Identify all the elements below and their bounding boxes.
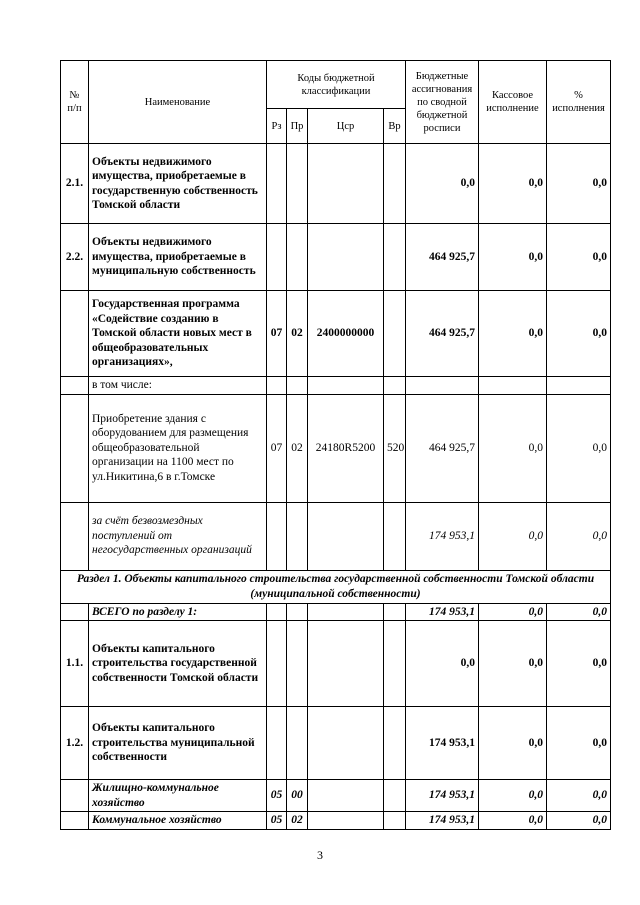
cell-rz: 07 [267, 394, 287, 502]
cell-budget: 0,0 [406, 621, 479, 707]
header-budget: Бюджетные ассигнования по сводной бюджетной росписи [406, 61, 479, 144]
cell-budget: 174 953,1 [406, 780, 479, 812]
cell-rz [267, 707, 287, 780]
cell-cash: 0,0 [479, 621, 547, 707]
cell-cash: 0,0 [479, 707, 547, 780]
cell-vr [384, 621, 406, 707]
cell-pct: 0,0 [547, 621, 611, 707]
cell-cash: 0,0 [479, 502, 547, 570]
cell-pct: 0,0 [547, 812, 611, 830]
cell-cash: 0,0 [479, 812, 547, 830]
cell-vr [384, 502, 406, 570]
cell-pr [287, 621, 308, 707]
section-row [61, 570, 611, 603]
cell-pct: 0,0 [547, 394, 611, 502]
table-row [61, 621, 611, 707]
cell-pct: 0,0 [547, 502, 611, 570]
cell-name: в том числе: [89, 377, 267, 395]
cell-rz [267, 144, 287, 224]
header-rz: Рз [267, 109, 287, 144]
cell-rz: 05 [267, 780, 287, 812]
cell-num [61, 780, 89, 812]
cell-budget: 464 925,7 [406, 291, 479, 377]
cell-budget: 464 925,7 [406, 224, 479, 291]
cell-csr [308, 144, 384, 224]
cell-cash [479, 377, 547, 395]
table-row [61, 707, 611, 780]
section-title: Раздел 1. Объекты капитального строительства государственной собственности Томской области (муниципальной собственности) [61, 570, 611, 603]
cell-vr: 520 [384, 394, 406, 502]
cell-csr [308, 603, 384, 621]
cell-csr: 24180R5200 [308, 394, 384, 502]
cell-csr [308, 377, 384, 395]
page-number: 3 [317, 848, 323, 862]
table-row [61, 144, 611, 224]
cell-name: Объекты капитального строительства государственной собственности Томской области [89, 621, 267, 707]
cell-num: 2.1. [61, 144, 89, 224]
cell-name: Объекты недвижимого имущества, приобретаемые в государственную собственность Томской области [89, 144, 267, 224]
table-row [61, 780, 611, 812]
cell-cash: 0,0 [479, 144, 547, 224]
cell-pct [547, 377, 611, 395]
cell-budget: 174 953,1 [406, 502, 479, 570]
cell-vr [384, 780, 406, 812]
cell-name: за счёт безвозмездных поступлений от негосударственных организаций [89, 502, 267, 570]
cell-pct: 0,0 [547, 707, 611, 780]
cell-pct: 0,0 [547, 291, 611, 377]
header-name: Наименование [89, 61, 267, 144]
cell-csr [308, 707, 384, 780]
cell-name: Объекты недвижимого имущества, приобретаемые в муниципальную собственность [89, 224, 267, 291]
table-row [61, 502, 611, 570]
cell-rz [267, 621, 287, 707]
cell-num: 2.2. [61, 224, 89, 291]
header-pr: Пр [287, 109, 308, 144]
cell-vr [384, 603, 406, 621]
cell-name: ВСЕГО по разделу 1: [89, 603, 267, 621]
cell-name: Государственная программа «Содействие созданию в Томской области новых мест в общеобразовательных организациях», [89, 291, 267, 377]
cell-csr [308, 224, 384, 291]
cell-csr [308, 621, 384, 707]
cell-budget [406, 377, 479, 395]
cell-budget: 174 953,1 [406, 812, 479, 830]
cell-vr [384, 291, 406, 377]
header-codes: Коды бюджетной классификации [267, 61, 406, 109]
cell-pct: 0,0 [547, 603, 611, 621]
cell-pct: 0,0 [547, 224, 611, 291]
cell-pr [287, 603, 308, 621]
cell-pr: 02 [287, 394, 308, 502]
cell-vr [384, 707, 406, 780]
header-vr: Вр [384, 109, 406, 144]
cell-rz [267, 603, 287, 621]
cell-pr [287, 707, 308, 780]
cell-csr [308, 812, 384, 830]
header-pct: % исполнения [547, 61, 611, 144]
cell-rz [267, 502, 287, 570]
cell-cash: 0,0 [479, 780, 547, 812]
cell-num [61, 377, 89, 395]
cell-vr [384, 224, 406, 291]
cell-rz [267, 224, 287, 291]
cell-name: Жилищно-коммунальное хозяйство [89, 780, 267, 812]
table-row [61, 394, 611, 502]
cell-num [61, 502, 89, 570]
cell-budget: 174 953,1 [406, 603, 479, 621]
table-row [61, 291, 611, 377]
cell-budget: 174 953,1 [406, 707, 479, 780]
header-num: № п/п [61, 61, 89, 144]
cell-csr: 2400000000 [308, 291, 384, 377]
cell-name: Объекты капитального строительства муниципальной собственности [89, 707, 267, 780]
cell-pct: 0,0 [547, 144, 611, 224]
cell-pr [287, 144, 308, 224]
cell-vr [384, 144, 406, 224]
table-row [61, 224, 611, 291]
cell-rz: 07 [267, 291, 287, 377]
table-row [61, 377, 611, 395]
cell-num: 1.1. [61, 621, 89, 707]
cell-num [61, 812, 89, 830]
cell-pr [287, 377, 308, 395]
cell-name: Приобретение здания с оборудованием для размещения общеобразовательной организации на 1100 мест по ул.Никитина,6 в г.Томске [89, 394, 267, 502]
cell-pr [287, 224, 308, 291]
cell-cash: 0,0 [479, 291, 547, 377]
header-cash: Кассовое исполнение [479, 61, 547, 144]
cell-num [61, 603, 89, 621]
cell-csr [308, 780, 384, 812]
cell-rz [267, 377, 287, 395]
cell-budget: 0,0 [406, 144, 479, 224]
cell-vr [384, 377, 406, 395]
cell-num [61, 291, 89, 377]
cell-cash: 0,0 [479, 603, 547, 621]
cell-pr: 02 [287, 812, 308, 830]
cell-budget: 464 925,7 [406, 394, 479, 502]
cell-csr [308, 502, 384, 570]
table-row [61, 812, 611, 830]
cell-pr: 02 [287, 291, 308, 377]
cell-pr [287, 502, 308, 570]
cell-name: Коммунальное хозяйство [89, 812, 267, 830]
cell-rz: 05 [267, 812, 287, 830]
cell-pct: 0,0 [547, 780, 611, 812]
cell-cash: 0,0 [479, 224, 547, 291]
cell-vr [384, 812, 406, 830]
cell-cash: 0,0 [479, 394, 547, 502]
budget-table [60, 60, 611, 830]
table-body [61, 144, 611, 830]
cell-num [61, 394, 89, 502]
cell-pr: 00 [287, 780, 308, 812]
table-row [61, 603, 611, 621]
header-csr: Цср [308, 109, 384, 144]
cell-num: 1.2. [61, 707, 89, 780]
